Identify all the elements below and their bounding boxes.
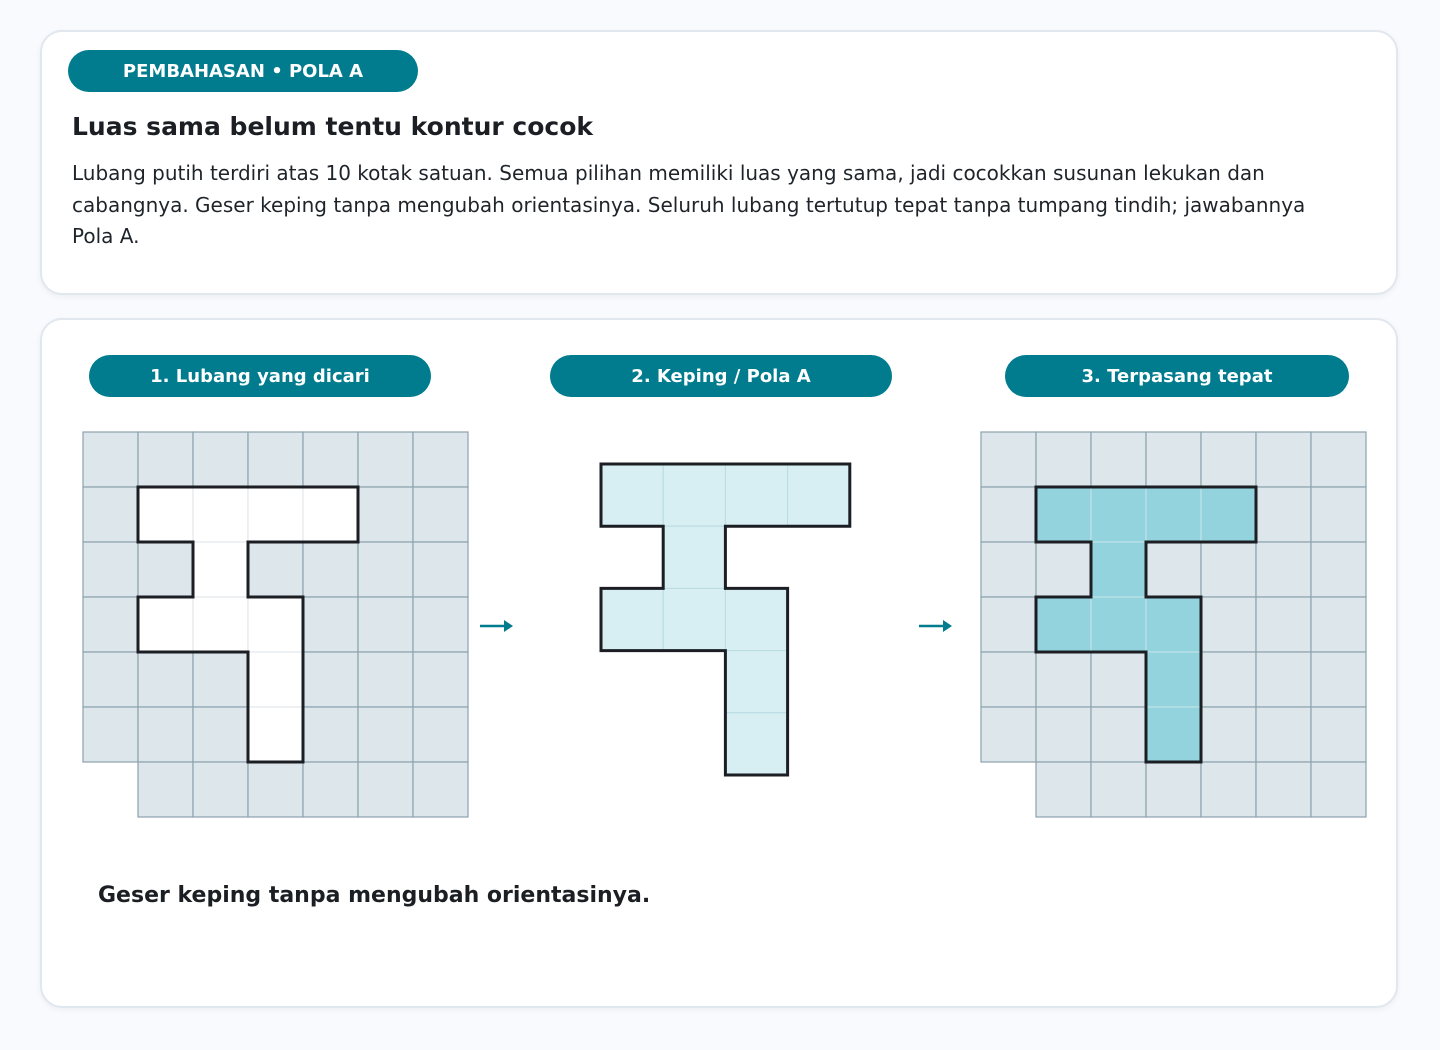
hole-board (83, 432, 468, 817)
board-cell (1201, 432, 1256, 487)
piece-cell (663, 588, 725, 650)
board-cell (1201, 542, 1256, 597)
board-cell (413, 762, 468, 817)
hole-cell (248, 652, 303, 707)
board-cell (981, 597, 1036, 652)
arrow-right-icon (919, 620, 952, 632)
explanation-text: Lubang putih terdiri atas 10 kotak satuan. Semua pilihan memiliki luas yang sama, jadi cocokkan susunan lekukan dan cabangnya. Geser keping tanpa mengubah orientasinya. Seluruh lubang tertutup tepat tanpa tumpang tindih; jawabannya Pola A. (72, 161, 1306, 248)
board-cell (981, 542, 1036, 597)
board-cell (1256, 487, 1311, 542)
board-cell (358, 487, 413, 542)
board-cell (193, 432, 248, 487)
piece-cell (725, 651, 787, 713)
board-cell (1201, 707, 1256, 762)
board-cell (303, 762, 358, 817)
answer-badge: PEMBAHASAN • POLA A (68, 50, 418, 92)
fitted-piece-cell (1201, 487, 1256, 542)
step-label-hole: 1. Lubang yang dicari (89, 355, 431, 397)
arrow-head (943, 620, 952, 632)
step-label-piece: 2. Keping / Pola A (550, 355, 892, 397)
hole-cell (303, 487, 358, 542)
fitted-piece-cell (1146, 597, 1201, 652)
board-cell (981, 432, 1036, 487)
board-cell (193, 707, 248, 762)
board-cell (1091, 652, 1146, 707)
board-cell (1036, 432, 1091, 487)
board-cell (1036, 542, 1091, 597)
explanation-card (40, 30, 1398, 295)
footnote-text: Geser keping tanpa mengubah orientasinya. (98, 883, 651, 908)
piece-pattern-a (601, 464, 850, 775)
piece-cell (663, 526, 725, 588)
board-cell (413, 597, 468, 652)
board-cell (1091, 707, 1146, 762)
illustration-card (40, 318, 1398, 1008)
hole-cell (138, 487, 193, 542)
board-cell (1091, 432, 1146, 487)
board-cell (1256, 652, 1311, 707)
board-cell (1256, 707, 1311, 762)
board-cell (358, 597, 413, 652)
board-cell (1256, 432, 1311, 487)
fitted-piece-cell (1036, 487, 1091, 542)
piece-cell (788, 464, 850, 526)
board-cell (1146, 432, 1201, 487)
board-cell (193, 652, 248, 707)
board-cell (358, 707, 413, 762)
fitted-piece-cell (1146, 707, 1201, 762)
board-cell (138, 432, 193, 487)
board-cell (1311, 652, 1366, 707)
board-cell (83, 432, 138, 487)
fitted-piece-cell (1091, 597, 1146, 652)
hole-cell (248, 707, 303, 762)
board-cell (413, 432, 468, 487)
board-cell (303, 597, 358, 652)
arrow-right-icon (480, 620, 513, 632)
board-cell (1146, 542, 1201, 597)
board-cell (981, 487, 1036, 542)
board-cell (193, 762, 248, 817)
piece-cell (601, 588, 663, 650)
fitted-piece-cell (1091, 542, 1146, 597)
board-cell (83, 542, 138, 597)
piece-cell (663, 464, 725, 526)
board-cell (1201, 597, 1256, 652)
board-cell (83, 597, 138, 652)
hole-cell (193, 542, 248, 597)
board-cell (1311, 432, 1366, 487)
fitted-board (981, 432, 1366, 817)
board-cell (1036, 707, 1091, 762)
board-cell (981, 652, 1036, 707)
board-cell (358, 542, 413, 597)
board-cell (248, 762, 303, 817)
board-cell (138, 542, 193, 597)
board-cell (1311, 707, 1366, 762)
hole-cell (248, 597, 303, 652)
board-cell (1256, 542, 1311, 597)
board-cell (1201, 652, 1256, 707)
board-cell (1311, 597, 1366, 652)
board-cell (303, 432, 358, 487)
hole-cell (248, 487, 303, 542)
fitted-piece-cell (1146, 652, 1201, 707)
board-cell (413, 707, 468, 762)
step-label-fit: 3. Terpasang tepat (1005, 355, 1349, 397)
board-cell (413, 652, 468, 707)
board-cell (83, 487, 138, 542)
board-cell (1201, 762, 1256, 817)
board-cell (303, 542, 358, 597)
board-cell (83, 652, 138, 707)
board-cell (413, 487, 468, 542)
board-cell (1036, 652, 1091, 707)
fitted-piece-cell (1036, 597, 1091, 652)
board-cell (358, 652, 413, 707)
board-cell (138, 707, 193, 762)
board-cell (358, 762, 413, 817)
piece-cell (725, 464, 787, 526)
board-cell (1311, 487, 1366, 542)
board-cell (1256, 762, 1311, 817)
board-cell (981, 707, 1036, 762)
fitted-piece-cell (1146, 487, 1201, 542)
board-cell (1146, 762, 1201, 817)
board-cell (248, 542, 303, 597)
board-cell (1091, 762, 1146, 817)
hole-cell (138, 597, 193, 652)
board-cell (358, 432, 413, 487)
board-cell (413, 542, 468, 597)
arrow-head (504, 620, 513, 632)
fitted-piece-cell (1091, 487, 1146, 542)
board-cell (1311, 542, 1366, 597)
board-cell (1256, 597, 1311, 652)
hole-cell (193, 487, 248, 542)
board-cell (1036, 762, 1091, 817)
board-cell (303, 707, 358, 762)
piece-cell (725, 588, 787, 650)
hole-cell (193, 597, 248, 652)
piece-cell (601, 464, 663, 526)
board-cell (138, 652, 193, 707)
board-cell (1311, 762, 1366, 817)
board-cell (83, 707, 138, 762)
board-cell (138, 762, 193, 817)
piece-cell (725, 713, 787, 775)
board-cell (303, 652, 358, 707)
board-cell (248, 432, 303, 487)
explanation-title: Luas sama belum tentu kontur cocok (72, 112, 594, 141)
